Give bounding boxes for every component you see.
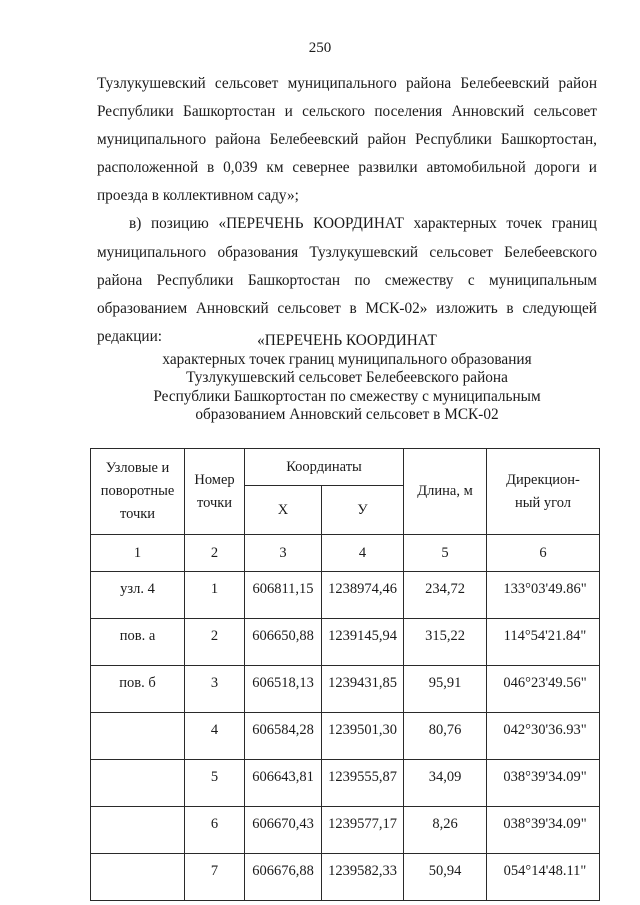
cell-point-number: 3 — [185, 666, 245, 713]
column-number: 2 — [185, 535, 245, 572]
cell-y: 1239501,30 — [322, 713, 404, 760]
cell-x: 606518,13 — [245, 666, 322, 713]
cell-y: 1239582,33 — [322, 854, 404, 901]
table-row — [91, 619, 600, 666]
cell-point-number: 7 — [185, 854, 245, 901]
paragraph-continuation: Тузлукушевский сельсовет муниципального района Белебеевский район Республики Башкортостан и сельского поселения Анновский сельсовет муниципального района Белебеевский район Республики Башкортостан, расположенной в 0,039 км севернее развилки автомобильной дороги и проезда в коллективном саду»; — [97, 75, 597, 205]
header-point-number-line: точки — [196, 494, 233, 511]
header-length: Длина, м — [404, 449, 487, 535]
column-number: 3 — [245, 535, 322, 572]
cell-length: 34,09 — [404, 760, 487, 807]
cell-y: 1239431,85 — [322, 666, 404, 713]
column-number: 6 — [487, 535, 600, 572]
cell-length: 95,91 — [404, 666, 487, 713]
header-point-number-line: Номер — [194, 471, 235, 488]
heading-line: Республики Башкортостан по смежеству с муниципальным — [153, 387, 541, 405]
body-text — [97, 70, 597, 351]
cell-point-number: 5 — [185, 760, 245, 807]
cell-length: 50,94 — [404, 854, 487, 901]
cell-point-number: 4 — [185, 713, 245, 760]
header-nodes-line: поворотные — [100, 483, 175, 499]
header-direction-line: Дирекцион- — [506, 471, 580, 488]
cell-y: 1238974,46 — [322, 572, 404, 619]
cell-length: 315,22 — [404, 619, 487, 666]
cell-point-number: 2 — [185, 619, 245, 666]
cell-length: 80,76 — [404, 713, 487, 760]
cell-direction: 133°03'49.86" — [487, 572, 600, 619]
header-direction-line: ный угол — [515, 494, 572, 511]
cell-x: 606643,81 — [245, 760, 322, 807]
header-nodes-line: Узловые и — [105, 460, 170, 476]
column-number: 5 — [404, 535, 487, 572]
cell-direction: 038°39'34.09" — [487, 760, 600, 807]
cell-direction: 042°30'36.93" — [487, 713, 600, 760]
cell-direction: 038°39'34.09" — [487, 807, 600, 854]
heading-title: «ПЕРЕЧЕНЬ КООРДИНАТ — [257, 332, 437, 349]
cell-node: пов. а — [91, 619, 185, 666]
coordinates-table — [90, 448, 600, 901]
cell-x: 606811,15 — [245, 572, 322, 619]
heading-line: характерных точек границ муниципального образования — [162, 350, 532, 368]
cell-x: 606670,43 — [245, 807, 322, 854]
paragraph-amendment: в) позицию «ПЕРЕЧЕНЬ КООРДИНАТ характерных точек границ муниципального образования Тузлукушевский сельсовет Белебеевского района Республики Башкортостан по смежеству с муниципальным образованием Анновский сельсовет в МСК-02» изложить в следующей редакции: — [97, 215, 597, 345]
header-x: Х — [245, 486, 322, 535]
header-nodes — [91, 449, 185, 535]
cell-direction: 114°54'21.84" — [487, 619, 600, 666]
cell-x: 606584,28 — [245, 713, 322, 760]
cell-node — [91, 713, 185, 760]
cell-y: 1239555,87 — [322, 760, 404, 807]
cell-node: пов. б — [91, 666, 185, 713]
column-number-row — [91, 535, 600, 572]
cell-node — [91, 760, 185, 807]
header-coordinates: Координаты — [245, 449, 404, 486]
cell-node — [91, 854, 185, 901]
cell-node — [91, 807, 185, 854]
cell-x: 606676,88 — [245, 854, 322, 901]
heading-line: Тузлукушевский сельсовет Белебеевского района — [186, 369, 508, 386]
column-number: 1 — [91, 535, 185, 572]
table-row — [91, 666, 600, 713]
cell-length: 234,72 — [404, 572, 487, 619]
header-y: У — [322, 486, 404, 535]
table-row — [91, 760, 600, 807]
page-number: 250 — [308, 40, 332, 56]
cell-length: 8,26 — [404, 807, 487, 854]
cell-point-number: 1 — [185, 572, 245, 619]
cell-direction: 046°23'49.56" — [487, 666, 600, 713]
header-direction — [487, 449, 600, 535]
cell-y: 1239577,17 — [322, 807, 404, 854]
table-row — [91, 713, 600, 760]
cell-direction: 054°14'48.11" — [487, 854, 600, 901]
header-point-number — [185, 449, 245, 535]
cell-y: 1239145,94 — [322, 619, 404, 666]
heading-line: образованием Анновский сельсовет в МСК-02 — [195, 406, 499, 423]
table-header-row — [91, 449, 600, 486]
table-row — [91, 572, 600, 619]
table-row — [91, 807, 600, 854]
cell-node: узл. 4 — [91, 572, 185, 619]
section-heading — [97, 332, 597, 425]
cell-x: 606650,88 — [245, 619, 322, 666]
table-row — [91, 854, 600, 901]
column-number: 4 — [322, 535, 404, 572]
header-nodes-line: точки — [119, 506, 156, 522]
cell-point-number: 6 — [185, 807, 245, 854]
